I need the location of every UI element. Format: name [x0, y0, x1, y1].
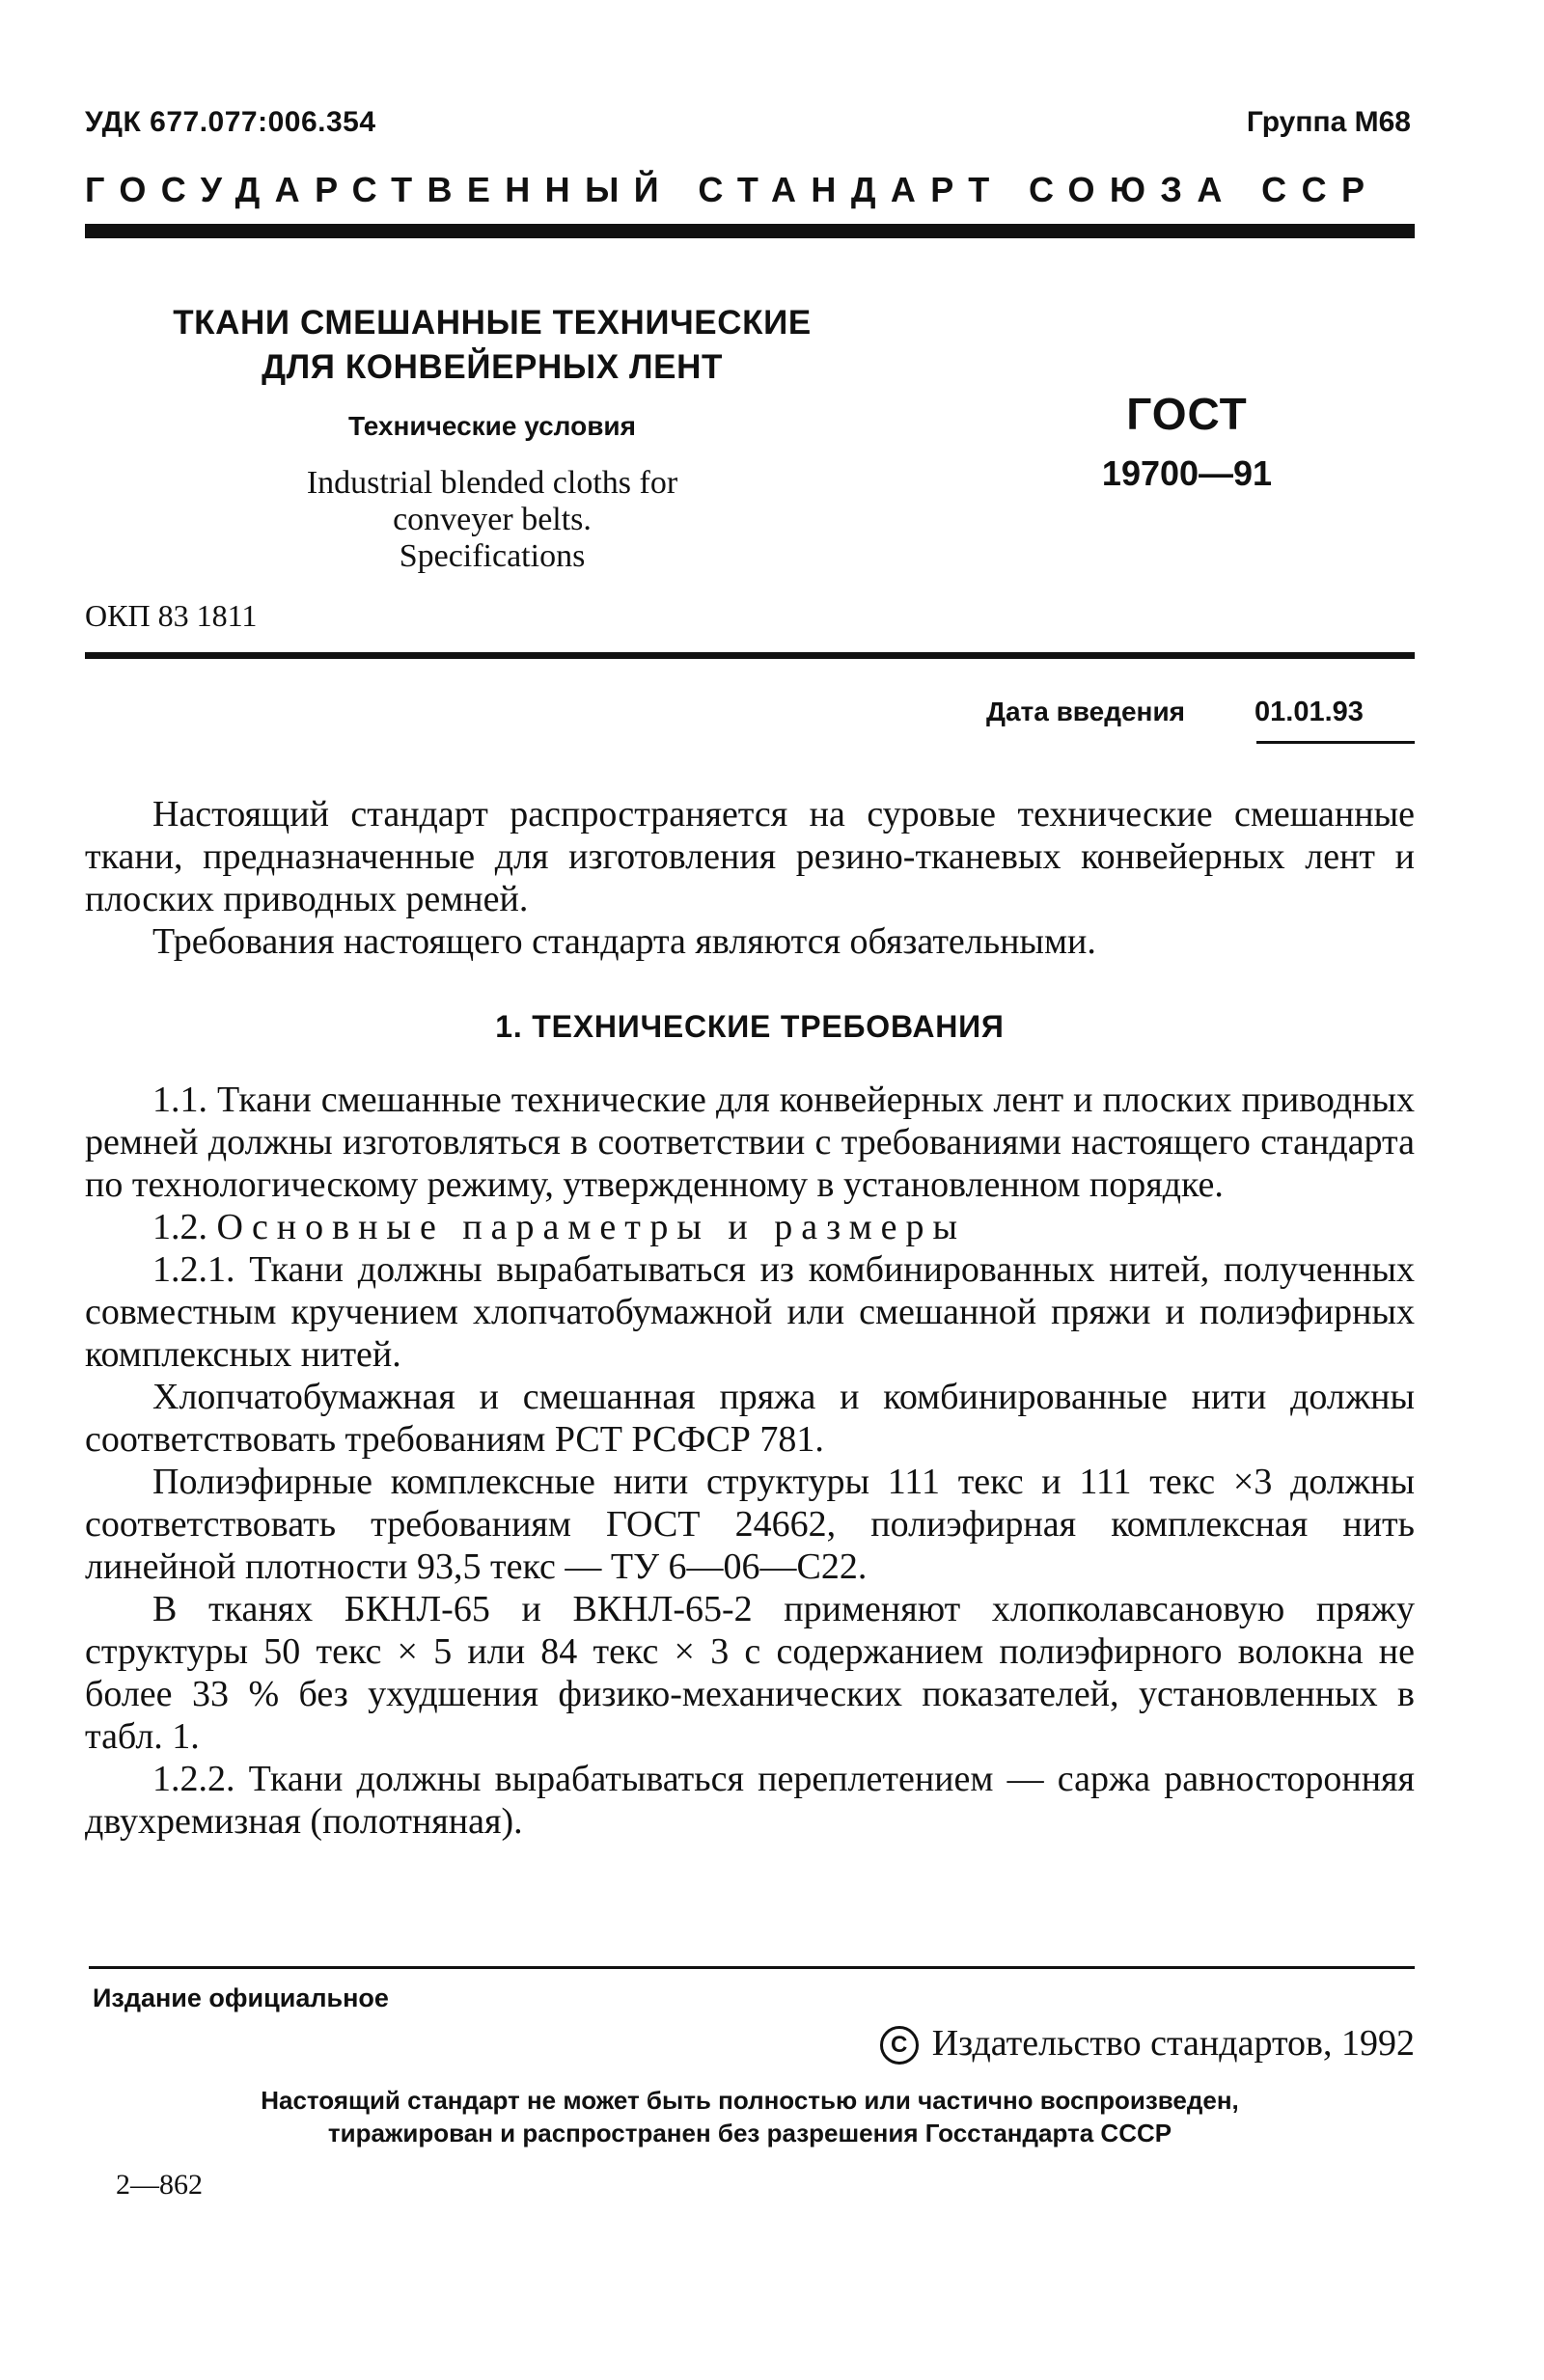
- copyright-line: [880, 2022, 1415, 2065]
- copyright-icon: C: [880, 2026, 919, 2065]
- print-code: 2—862: [116, 2169, 203, 2201]
- intro-paragraph-mandatory: Требования настоящего стандарта являются обязательными.: [152, 921, 1096, 962]
- english-title-line-2: conveyer belts.: [393, 502, 592, 537]
- footer-rule: [89, 1966, 1415, 1969]
- clause-1-2: [85, 1206, 1415, 1248]
- english-title-line-3: Specifications: [399, 538, 586, 574]
- official-edition-label: Издание официальное: [93, 1983, 389, 2012]
- copyright-text: Издательство стандартов, 1992: [931, 2023, 1415, 2064]
- title-rule: [85, 652, 1415, 659]
- intro-text: [85, 793, 1415, 963]
- reproduction-notice-line-2: тиражирован и распространен без разрешения Госстандарта СССР: [327, 2119, 1172, 2147]
- title-line-1: ТКАНИ СМЕШАННЫЕ ТЕХНИЧЕСКИЕ: [173, 304, 812, 342]
- document-title: [125, 301, 859, 390]
- reproduction-notice-line-1: Настоящий стандарт не может быть полностью или частично воспроизведен,: [261, 2086, 1239, 2115]
- group-code: Группа М68: [1246, 106, 1411, 138]
- section-1-text: [85, 1079, 1415, 1843]
- gost-label: ГОСТ: [1126, 389, 1248, 439]
- english-title-line-1: Industrial blended cloths for: [306, 465, 678, 501]
- document-subtitle: Технические условия: [348, 411, 636, 441]
- intro-paragraph-scope: Настоящий стандарт распространяется на суровые технические смешанные ткани, предназначенные для изготовления резино-тканевых конвейерных лент и плоских приводных ремней.: [85, 794, 1415, 919]
- clause-1-1: 1.1. Ткани смешанные технические для конвейерных лент и плоских приводных ремней должны изготовляться в соответствии с требованиями настоящего стандарта по технологическому режиму, утвержденному в установленном порядке.: [85, 1080, 1415, 1205]
- title-line-2: ДЛЯ КОНВЕЙЕРНЫХ ЛЕНТ: [262, 348, 723, 386]
- okp-code: ОКП 83 1811: [85, 598, 258, 633]
- clause-1-2-1: 1.2.1. Ткани должны вырабатываться из комбинированных нитей, полученных совместным кручением хлопчатобумажной или смешанной пряжи и полиэфирных комплексных нитей.: [85, 1249, 1415, 1375]
- udk-code: УДК 677.077:006.354: [85, 106, 376, 138]
- clause-1-2-2: 1.2.2. Ткани должны вырабатываться переплетением — саржа равносторонняя двухремизная (полотняная).: [85, 1759, 1415, 1842]
- section-heading-technical-requirements: 1. ТЕХНИЧЕСКИЕ ТРЕБОВАНИЯ: [495, 1009, 1005, 1044]
- date-underline: [1256, 741, 1415, 744]
- reproduction-notice: [85, 2084, 1415, 2149]
- paragraph-polyester-threads: Полиэфирные комплексные нити структуры 111 текс и 111 текс ×3 должны соответствовать требованиям ГОСТ 24662, полиэфирная комплексная нить линейной плотности 93,5 текс — ТУ 6—06—С22.: [85, 1462, 1415, 1587]
- paragraph-bknl-fabrics: В тканях БКНЛ-65 и ВКНЛ-65-2 применяют хлопколавсановую пряжу структуры 50 текс × 5 или 84 текс × 3 с содержанием полиэфирного волокна не более 33 % без ухудшения физико-механических показателей, установленных в табл. 1.: [85, 1589, 1415, 1757]
- paragraph-cotton-yarn: Хлопчатобумажная и смешанная пряжа и комбинированные нити должны соответствовать требованиям РСТ РСФСР 781.: [85, 1377, 1415, 1460]
- gost-number: 19700—91: [1101, 453, 1273, 493]
- introduction-date-label: Дата введения: [986, 697, 1186, 726]
- english-title: [125, 465, 859, 575]
- state-standard-banner: ГОСУДАРСТВЕННЫЙ СТАНДАРТ СОЮЗА ССР: [85, 170, 1380, 209]
- clause-1-2-title: Основные параметры и размеры: [216, 1207, 967, 1247]
- introduction-date-value: 01.01.93: [1254, 697, 1364, 727]
- header-rule: [85, 224, 1415, 238]
- clause-1-2-number: 1.2.: [152, 1207, 207, 1247]
